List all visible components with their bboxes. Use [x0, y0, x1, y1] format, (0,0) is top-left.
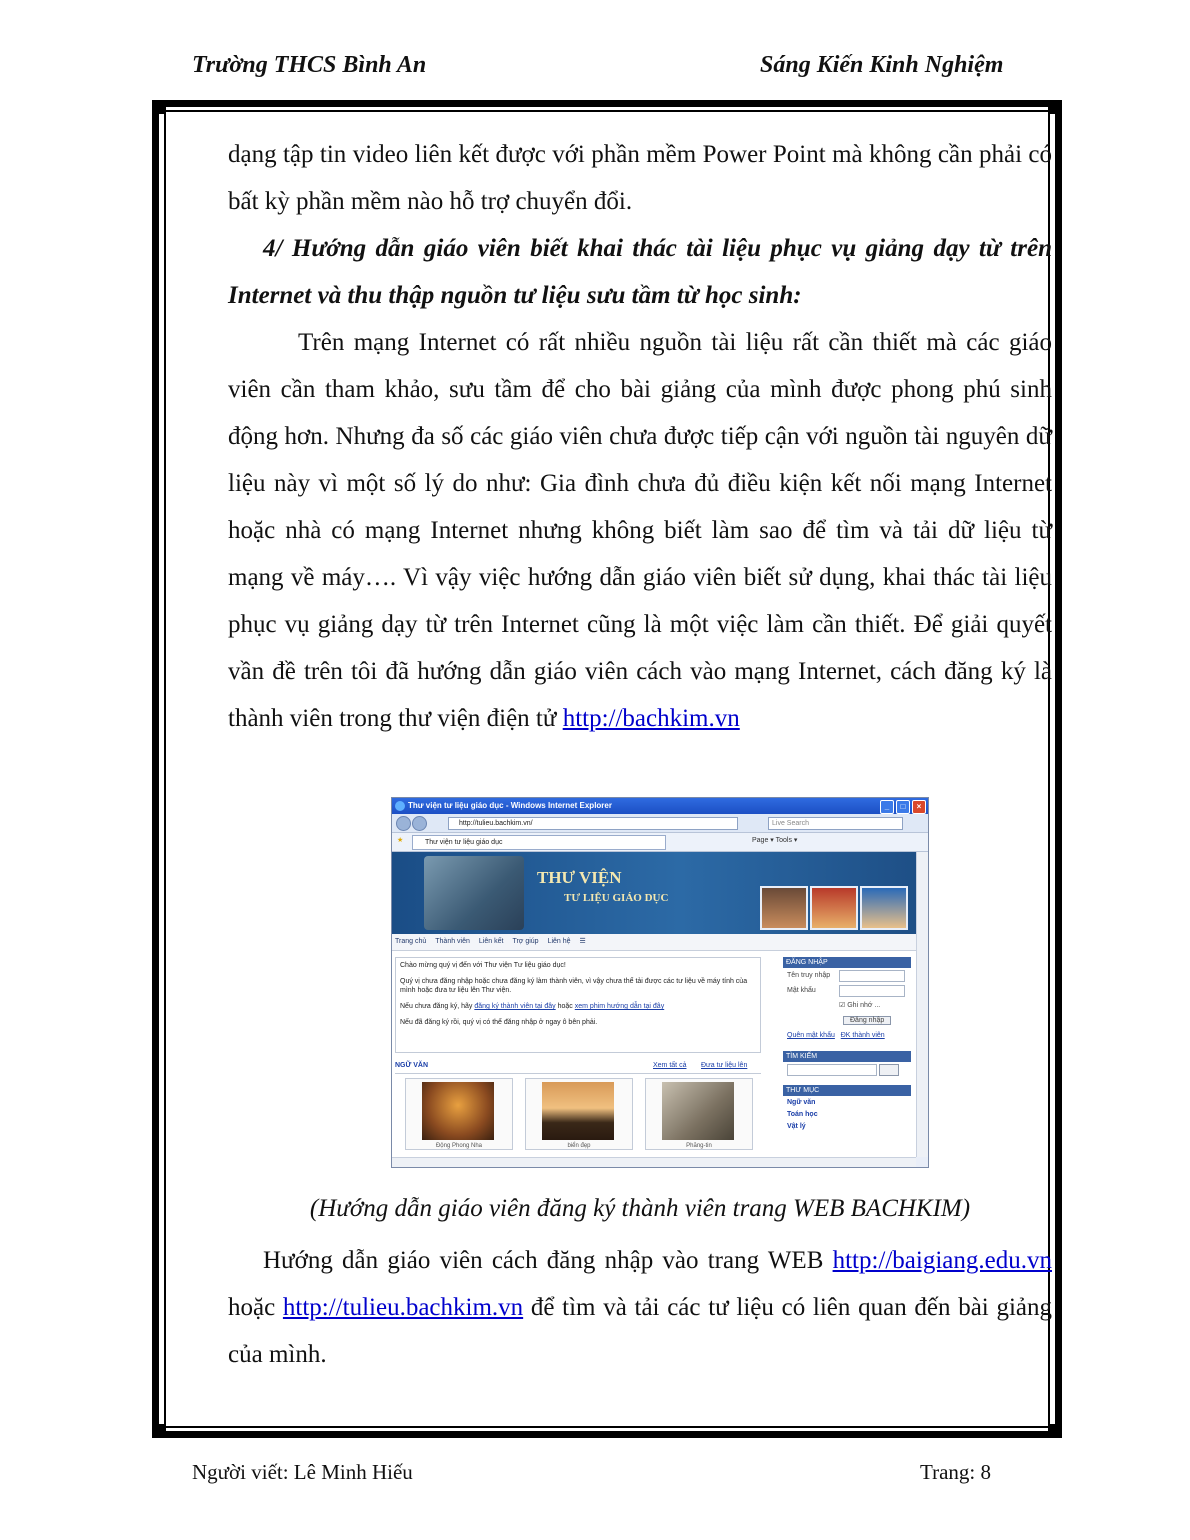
remember-label: Ghi nhớ ... — [847, 1002, 881, 1009]
folder-item[interactable]: Ngữ văn — [787, 1099, 816, 1106]
register-member-link[interactable]: ĐK thành viên — [840, 1032, 885, 1039]
banner-photo — [760, 886, 808, 930]
footer-author: Người viết: Lê Minh Hiếu — [192, 1460, 413, 1484]
video-guide-link[interactable]: xem phim hướng dẫn tại đây — [574, 1003, 665, 1010]
menu-item[interactable]: Liên hệ — [547, 938, 571, 945]
forgot-password-link[interactable]: Quên mật khẩu — [787, 1032, 835, 1039]
header-doc-type: Sáng Kiến Kinh Nghiệm — [760, 52, 1004, 78]
footer-page-number: Trang: 8 — [920, 1460, 991, 1484]
window-title: Thư viện tư liệu giáo dục - Windows Internet Explorer — [408, 801, 612, 810]
paragraph-2 — [228, 319, 1052, 742]
thumbnail[interactable] — [645, 1078, 753, 1150]
right-panel — [783, 957, 911, 1132]
horizontal-scrollbar[interactable] — [392, 1157, 916, 1167]
upload-link[interactable]: Đưa tư liệu lên — [701, 1062, 748, 1069]
password-input[interactable] — [839, 985, 905, 997]
border-corner — [152, 1424, 166, 1438]
section-header — [395, 1062, 761, 1074]
register-link[interactable]: đăng ký thành viên tại đây — [474, 1003, 556, 1010]
page-content — [392, 852, 916, 1157]
site-search-input[interactable] — [787, 1064, 877, 1076]
close-icon[interactable]: × — [912, 800, 926, 814]
banner-title: THƯ VIỆN — [537, 868, 622, 887]
thumbnail-image — [422, 1082, 494, 1140]
link-tulieu[interactable]: http://tulieu.bachkim.vn — [282, 1294, 524, 1321]
ie-icon — [395, 801, 405, 811]
banner-subtitle: TƯ LIỆU GIÁO DỤC — [564, 892, 669, 904]
address-bar — [392, 814, 928, 833]
address-input[interactable]: http://tulieu.bachkim.vn/ — [448, 817, 738, 830]
menu-item[interactable]: Trang chủ — [395, 938, 427, 945]
header-school: Trường THCS Bình An — [192, 52, 427, 78]
thumbnail-caption: Phăng-tin — [686, 1143, 712, 1149]
section-heading: 4/ Hướng dẫn giáo viên biết khai thác tài liệu phục vụ giảng dạy từ trên Internet và thu thập nguồn tư liệu sưu tầm từ học sinh: — [228, 235, 1052, 309]
back-icon[interactable] — [396, 816, 411, 831]
login-title: ĐĂNG NHẬP — [783, 957, 911, 968]
password-label: Mật khẩu — [787, 987, 816, 994]
welcome-box — [395, 957, 761, 1053]
paragraph-3-or: hoặc — [228, 1294, 283, 1321]
link-baigiang[interactable]: http://baigiang.edu.vn — [832, 1247, 1052, 1274]
vertical-scrollbar[interactable] — [916, 852, 928, 1157]
banner-photo — [424, 856, 524, 930]
paragraph-2-text: Trên mạng Internet có rất nhiều nguồn tài liệu rất cần thiết mà các giáo viên cần tham khảo, sưu tầm để cho bài giảng của mình được phong phú sinh động hơn. Nhưng đa số các giáo viên chưa được tiếp cận với nguồn tài nguyên dữ liệu này vì một số lý do như: Gia đình chưa đủ điều kiện kết nối mạng Internet hoặc nhà có mạng Internet nhưng không biết làm sao để tìm và tải dữ liệu từ mạng về máy…. Vì vậy việc hướng dẫn giáo viên biết sử dụng, khai thác tài liệu phục vụ giảng dạy từ trên Internet cũng là một việc làm cần thiết. Để giải quyết vần đề trên tôi đã hướng dẫn giáo viên cách vào mạng Internet, cách đăng ký là thành viên trong thư viện điện tử — [228, 329, 1052, 732]
browser-tab[interactable]: Thư viện tư liệu giáo dục — [412, 835, 666, 850]
thumbnail-image — [542, 1082, 614, 1140]
welcome-line: Quý vị chưa đăng nhập hoặc chưa đăng ký làm thành viên, vì vậy chưa thể tải được các tư liệu về máy tính của mình hoặc đưa tư liệu lên Thư viện. — [400, 978, 748, 994]
site-menu — [392, 934, 916, 951]
thumbnail-caption: Động Phong Nha — [435, 1143, 483, 1149]
menu-item[interactable]: Thành viên — [435, 938, 470, 945]
welcome-line: Nếu đã đăng ký rồi, quý vị có thể đăng nhập ở ngay ô bên phải. — [400, 1019, 598, 1026]
literature-section — [395, 1062, 761, 1157]
forward-icon[interactable] — [412, 816, 427, 831]
username-input[interactable] — [839, 970, 905, 982]
figure-caption: (Hướng dẫn giáo viên đăng ký thành viên trang WEB BACHKIM) — [309, 1195, 971, 1222]
login-button[interactable]: Đăng nhập — [843, 1016, 891, 1025]
paragraph-3-end: để tìm và tải các tư liệu có liên quan đến bài giảng của mình. — [228, 1294, 1052, 1368]
folder-title: THƯ MỤC — [783, 1085, 911, 1096]
favorites-star-icon[interactable]: ★ — [397, 837, 404, 844]
border-corner — [1048, 1424, 1062, 1438]
banner-photo — [860, 886, 908, 930]
list-view-icon[interactable]: ☰ — [579, 938, 586, 945]
paragraph-3 — [228, 1237, 1052, 1378]
section-title: NGỮ VĂN — [395, 1062, 429, 1069]
paragraph-3-text: Hướng dẫn giáo viên cách đăng nhập vào trang WEB — [263, 1247, 824, 1274]
tools-menu[interactable]: Page ▾ Tools ▾ — [752, 837, 798, 844]
border-corner — [152, 100, 166, 114]
thumbnail-caption: biển đẹp — [567, 1143, 591, 1149]
welcome-line: Nếu chưa đăng ký, hãy đăng ký thành viên tại đây hoặc xem phim hướng dẫn tại đây — [400, 1003, 665, 1010]
paragraph-1: dạng tập tin video liên kết được với phần mềm Power Point mà không cần phải có bất kỳ phần mềm nào hỗ trợ chuyển đổi. — [228, 141, 1052, 215]
thumbnail[interactable] — [525, 1078, 633, 1150]
link-bachkim[interactable]: http://bachkim.vn — [562, 705, 740, 732]
site-banner — [392, 852, 916, 934]
menu-item[interactable]: Liên kết — [478, 938, 504, 945]
browser-screenshot — [391, 797, 929, 1168]
folder-item[interactable]: Toán học — [787, 1111, 818, 1118]
minimize-icon[interactable]: _ — [880, 800, 894, 814]
banner-photo — [810, 886, 858, 930]
thumbnail-image — [662, 1082, 734, 1140]
username-label: Tên truy nhập — [787, 972, 831, 979]
remember-checkbox[interactable]: ☑ — [839, 1002, 848, 1009]
search-title: TÌM KIẾM — [783, 1051, 911, 1062]
welcome-line: Chào mừng quý vị đến với Thư viện Tư liệu giáo dục! — [400, 962, 566, 969]
tab-bar — [392, 833, 928, 852]
folder-item[interactable]: Vật lý — [787, 1123, 806, 1130]
search-icon[interactable] — [879, 1064, 899, 1076]
view-all-link[interactable]: Xem tất cả — [653, 1062, 687, 1069]
menu-item[interactable]: Trợ giúp — [512, 938, 539, 945]
thumbnail[interactable] — [405, 1078, 513, 1150]
border-corner — [1048, 100, 1062, 114]
maximize-icon[interactable]: □ — [896, 800, 910, 814]
window-titlebar — [392, 798, 928, 814]
search-input[interactable]: Live Search — [768, 817, 903, 830]
